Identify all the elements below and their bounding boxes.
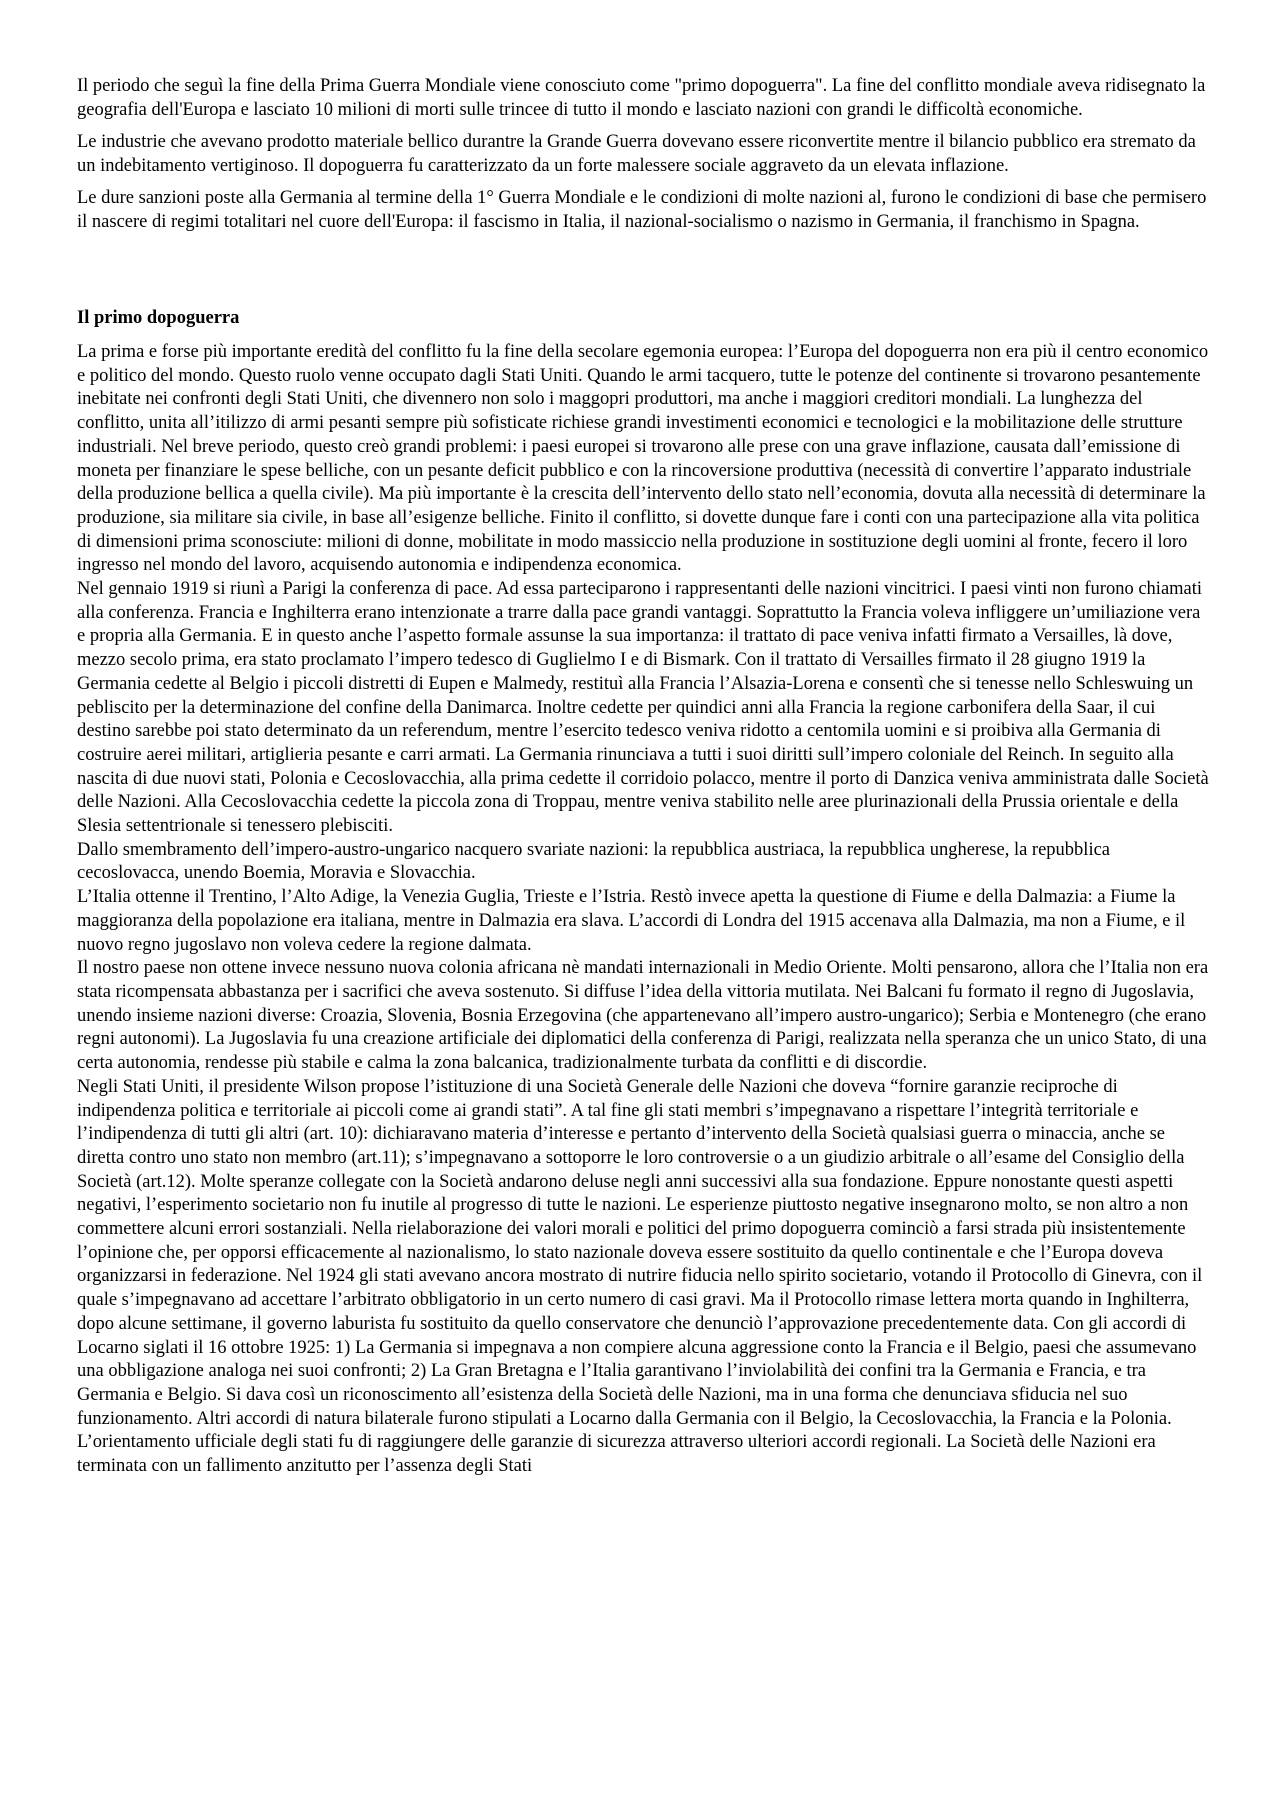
section-heading: Il primo dopoguerra	[77, 308, 240, 328]
body-section	[77, 341, 1212, 1479]
body-paragraph-2: Nel gennaio 1919 si riunì a Parigi la conferenza di pace. Ad essa parteciparono i rappresentanti delle nazioni vincitrici. I paesi vinti non furono chiamati alla conferenza. Francia e Inghilterra erano intenzionate a trarre dalla pace grandi vantaggi. Soprattutto la Francia voleva infliggere un’umiliazione vera e propria alla Germania. E in questo anche l’aspetto formale assunse la sua importanza: il trattato di pace veniva infatti firmato a Versailles, là dove, mezzo secolo prima, era stato proclamato l’impero tedesco di Guglielmo I e di Bismark. Con il trattato di Versailles firmato il 28 giugno 1919 la Germania cedette al Belgio i piccoli distretti di Eupen e Malmedy, restituì alla Francia l’Alsazia-Lorena e consentì che si tenesse nello Schleswuing un pebliscito per la determinazione del confine della Danimarca. Inoltre cedette per quindici anni alla Francia la regione carbonifera della Saar, il cui destino sarebbe poi stato determinato da un referendum, mentre l’esercito tedesco veniva ridotto a centomila uomini e si proibiva alla Germania di costruire aerei militari, artiglieria pesante e carri armati. La Germania rinunciava a tutti i suoi diritti sull’impero coloniale del Reinch. In seguito alla nascita di due nuovi stati, Polonia e Cecoslovacchia, alla prima cedette il corridoio polacco, mentre il porto di Danzica veniva amministrata dalle Società delle Nazioni. Alla Cecoslovacchia cedette la piccola zona di Troppau, mentre veniva stabilito nelle aree plurinazionali della Prussia orientale e della Slesia settentrionale si tenessero plebisciti.	[77, 579, 1209, 837]
intro-paragraph-2: Le industrie che avevano prodotto materiale bellico durantre la Grande Guerra dovevano essere riconvertite mentre il bilancio pubblico era stremato da un indebitamento vertiginoso. Il dopoguerra fu caratterizzato da un forte malessere sociale aggraveto da un elevata inflazione.	[77, 132, 1196, 176]
document-page	[77, 74, 1212, 1479]
body-paragraph-1: La prima e forse più importante eredità del conflitto fu la fine della secolare egemonia europea: l’Europa del dopoguerra non era più il centro economico e politico del mondo. Questo ruolo venne occupato dagli Stati Uniti. Quando le armi tacquero, tutte le potenze del continente si trovarono pesantemente inebitate nei confronti degli Stati Uniti, che divennero non solo i maggopri produttori, ma anche i maggiori creditori mondiali. La lunghezza del conflitto, unita all’itilizzo di armi pesanti sempre più sofisticate richiese grandi investimenti economici e tecnologici e la mobilitazione delle strutture industriali. Nel breve periodo, questo creò grandi problemi: i paesi europei si trovarono alle prese con una grave inflazione, causata dall’emissione di moneta per finanziare le spese belliche, con un pesante deficit pubblico e con la rincoversione produttiva (necessità di convertire l’apparato industriale della produzione bellica a quella civile). Ma più importante è la crescita dell’intervento dello stato nell’economia, dovuta alla necessità di determinare la produzione, sia militare sia civile, in base all’esigenze belliche. Finito il conflitto, si dovette dunque fare i conti con una partecipazione alla vita politica di dimensioni prima sconosciute: milioni di donne, mobilitate in modo massiccio nella produzione in sostituzione degli uomini al fronte, fecero il loro ingresso nel mondo del lavoro, acquisendo autonomia e indipendenza economica.	[77, 342, 1209, 576]
intro-paragraph-1: Il periodo che seguì la fine della Prima Guerra Mondiale viene conosciuto come "primo dopoguerra". La fine del conflitto mondiale aveva ridisegnato la geografia dell'Europa e lasciato 10 milioni di morti sulle trincee di tutto il mondo e lasciato nazioni con grandi le difficoltà economiche.	[77, 76, 1206, 120]
intro-paragraph-3: Le dure sanzioni poste alla Germania al termine della 1° Guerra Mondiale e le condizioni di molte nazioni al, furono le condizioni di base che permisero il nascere di regimi totalitari nel cuore dell'Europa: il fascismo in Italia, il nazional-socialismo o nazismo in Germania, il franchismo in Spagna.	[77, 188, 1207, 232]
body-paragraph-5: Il nostro paese non ottene invece nessuno nuova colonia africana nè mandati internazionali in Medio Oriente. Molti pensarono, allora che l’Italia non era stata ricompensata abbastanza per i sacrifici che aveva sostenuto. Si diffuse l’idea della vittoria mutilata. Nei Balcani fu formato il regno di Jugoslavia, unendo insieme nazioni diverse: Croazia, Slovenia, Bosnia Erzegovina (che appartenevano all’impero austro-ungarico); Serbia e Montenegro (che erano regni autonomi). La Jugoslavia fu una creazione artificiale dei diplomatici della conferenza di Parigi, realizzata nella speranza che un unico Stato, di una certa autonomia, rendesse più stabile e calma la zona balcanica, tradizionalmente turbata da conflitti e di discordie.	[77, 958, 1209, 1074]
body-paragraph-3: Dallo smembramento dell’impero-austro-ungarico nacquero svariate nazioni: la repubblica austriaca, la repubblica ungherese, la repubblica cecoslovacca, unendo Boemia, Moravia e Slovacchia.	[77, 839, 1111, 884]
body-paragraph-6: Negli Stati Uniti, il presidente Wilson propose l’istituzione di una Società Generale delle Nazioni che doveva “fornire garanzie reciproche di indipendenza politica e territoriale ai piccoli come ai grandi stati”. A tal fine gli stati membri s’impegnavano a rispettare l’integrità territoriale e l’indipendenza di tutti gli altri (art. 10): dichiaravano materia d’interesse e pertanto d’intervento della Società qualsiasi guerra o minaccia, anche se diretta contro uno stato non membro (art.11); s’impegnavano a sottoporre le loro controversie o a un giudizio arbitrale o all’esame del Consiglio della Società (art.12). Molte speranze collegate con la Società andarono deluse negli anni successivi alla sua fondazione. Eppure nonostante questi aspetti negativi, l’esperimento societario non fu inutile al progresso di tutte le nazioni. Le esperienze piuttosto negative insegnarono molto, se non altro a non commettere alcuni errori sostanziali. Nella rielaborazione dei valori morali e politici del primo dopoguerra cominciò a farsi strada più insistentemente l’opinione che, per opporsi efficacemente al nazionalismo, lo stato nazionale doveva essere sostituito da quello continentale e che l’Europa doveva organizzarsi in federazione. Nel 1924 gli stati avevano ancora mostrato di nutrire fiducia nello spirito societario, votando il Protocollo di Ginevra, con il quale s’impegnavano ad accettare l’arbitrato obbligatorio in un certo numero di casi gravi. Ma il Protocollo rimase lettera morta quando in Inghilterra, dopo alcune settimane, il governo laburista fu sostituito da quello conservatore che denunciò l’approvazione precedentemente data. Con gli accordi di Locarno siglati il 16 ottobre 1925: 1) La Germania si impegnava a non compiere alcuna aggressione conto la Francia e il Belgio, paesi che assumevano una obbligazione analoga nei suoi confronti; 2) La Gran Bretagna e l’Italia garantivano l’inviolabilità dei confini tra la Germania e Francia, e tra Germania e Belgio. Si dava così un riconoscimento all’esistenza della Società delle Nazioni, ma in una forma che denunciava sfiducia nel suo funzionamento. Altri accordi di natura bilaterale furono stipulati a Locarno dalla Germania con il Belgio, la Cecoslovacchia, la Francia e la Polonia. L’orientamento ufficiale degli stati fu di raggiungere delle garanzie di sicurezza attraverso ulteriori accordi regionali. La Società delle Nazioni era terminata con un fallimento anzitutto per l’assenza degli Stati	[77, 1076, 1203, 1477]
body-paragraph-4: L’Italia ottenne il Trentino, l’Alto Adige, la Venezia Guglia, Trieste e l’Istria. Restò invece apetta la questione di Fiume e della Dalmazia: a Fiume la maggioranza della popolazione era italiana, mentre in Dalmazia era slava. L’accordi di Londra del 1915 accenava alla Dalmazia, ma non a Fiume, e il nuovo regno jugoslavo non voleva cedere la regione dalmata.	[77, 887, 1186, 955]
intro-section	[77, 74, 1212, 234]
